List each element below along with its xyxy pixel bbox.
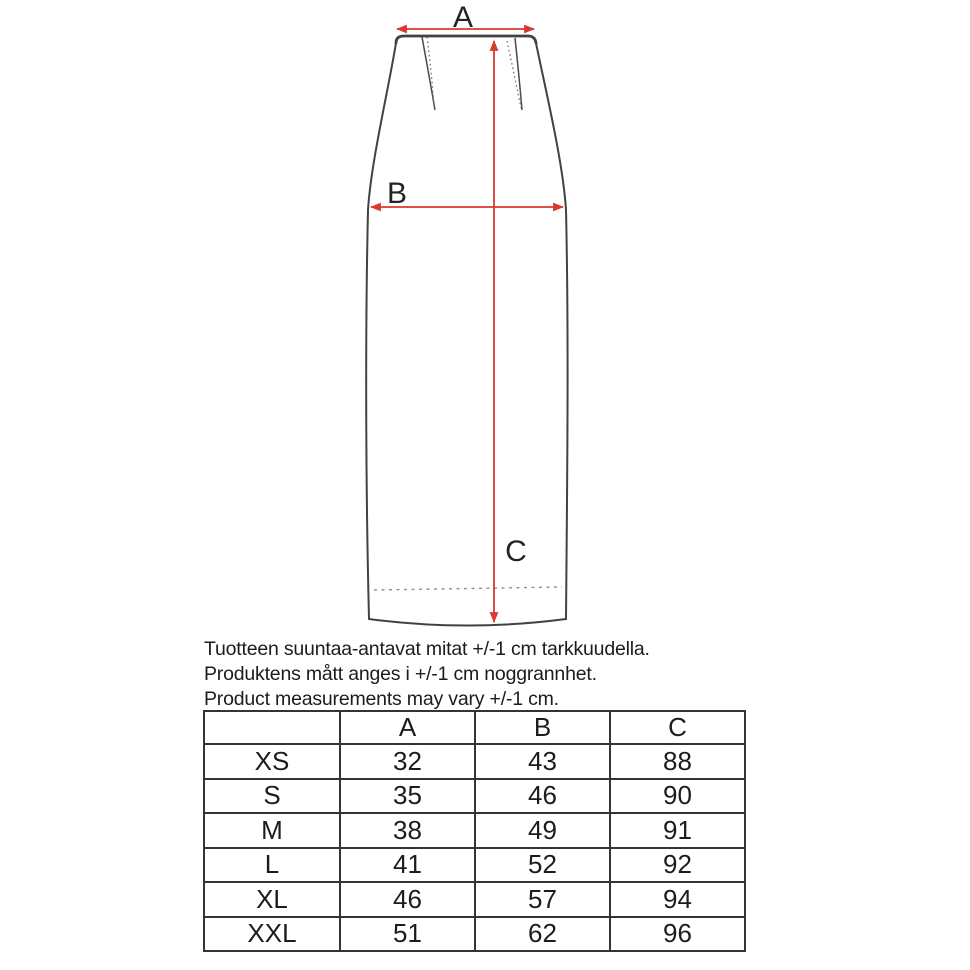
hem-line <box>369 619 566 626</box>
dimension-arrows <box>371 29 563 622</box>
tolerance-note-fi: Tuotteen suuntaa-antavat mitat +/-1 cm tarkkuudella. <box>204 638 650 660</box>
value-a: 51 <box>340 917 475 952</box>
value-c: 91 <box>610 813 745 848</box>
size-label: XS <box>204 744 340 779</box>
size-label: XL <box>204 882 340 917</box>
right-side-seam <box>536 43 568 619</box>
value-c: 92 <box>610 848 745 883</box>
table-row-m <box>204 813 745 848</box>
table-row-xxl <box>204 917 745 952</box>
value-c: 96 <box>610 917 745 952</box>
size-label: L <box>204 848 340 883</box>
measurement-label-a: A <box>452 1 474 34</box>
column-header-c: C <box>610 711 745 744</box>
value-c: 94 <box>610 882 745 917</box>
table-row-xl <box>204 882 745 917</box>
value-a: 35 <box>340 779 475 814</box>
value-b: 43 <box>475 744 610 779</box>
hem-stitch-line <box>374 587 562 590</box>
tolerance-note-en: Product measurements may vary +/-1 cm. <box>204 688 559 710</box>
skirt-outline <box>366 36 567 626</box>
value-a: 46 <box>340 882 475 917</box>
size-table <box>203 710 746 952</box>
value-b: 62 <box>475 917 610 952</box>
value-a: 38 <box>340 813 475 848</box>
size-label: XXL <box>204 917 340 952</box>
table-row-l <box>204 848 745 883</box>
table-row-xs <box>204 744 745 779</box>
left-side-seam <box>366 43 396 619</box>
column-header-a: A <box>340 711 475 744</box>
value-a: 32 <box>340 744 475 779</box>
value-a: 41 <box>340 848 475 883</box>
value-c: 88 <box>610 744 745 779</box>
measurement-label-c: C <box>505 535 527 568</box>
table-row-s <box>204 779 745 814</box>
value-b: 52 <box>475 848 610 883</box>
size-column-header <box>204 711 340 744</box>
size-label: M <box>204 813 340 848</box>
value-b: 46 <box>475 779 610 814</box>
tolerance-notes <box>204 637 650 712</box>
value-c: 90 <box>610 779 745 814</box>
size-label: S <box>204 779 340 814</box>
value-b: 49 <box>475 813 610 848</box>
right-dart-line <box>515 38 522 110</box>
value-b: 57 <box>475 882 610 917</box>
column-header-b: B <box>475 711 610 744</box>
left-dart-line <box>422 37 435 110</box>
measurement-label-b: B <box>386 177 408 210</box>
tolerance-note-sv: Produktens mått anges i +/-1 cm noggrannhet. <box>204 663 597 685</box>
size-table-header-row <box>204 711 745 744</box>
